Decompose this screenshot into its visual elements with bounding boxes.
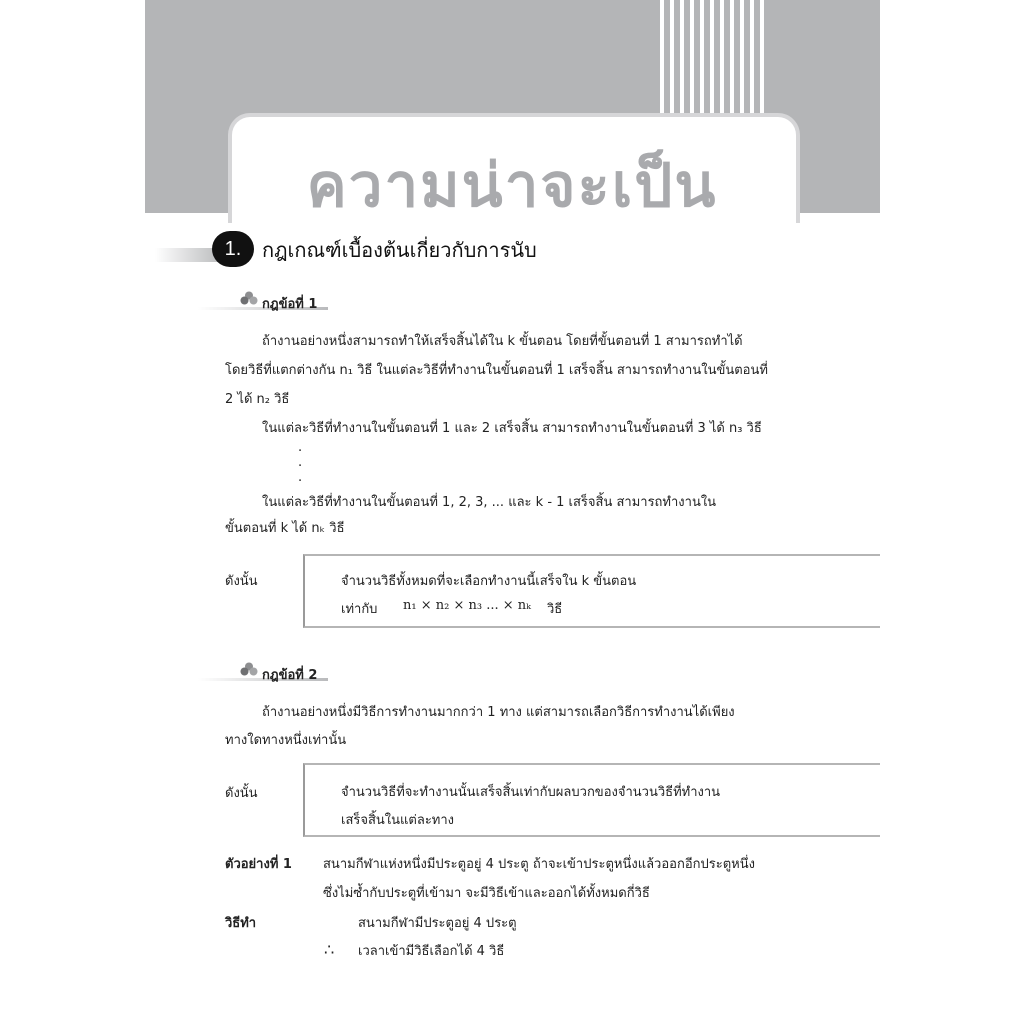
box-line: วิธี <box>547 602 563 617</box>
conclusion-label: ดังนั้น <box>225 786 258 801</box>
box-line: จำนวนวิธีทั้งหมดที่จะเลือกทำงานนี้เสร็จใน k ขั้นตอน <box>341 574 637 589</box>
header-stripes <box>660 0 764 118</box>
example-line: สนามกีฬาแห่งหนึ่งมีประตูอยู่ 4 ประตู ถ้าจะเข้าประตูหนึ่งแล้วออกอีกประตูหนึ่ง <box>323 857 755 872</box>
conclusion-label: ดังนั้น <box>225 574 258 589</box>
ellipsis-dots: . . . <box>298 440 303 485</box>
rule1-paragraph-line: ถ้างานอย่างหนึ่งสามารถทำให้เสร็จสิ้นได้ใน k ขั้นตอน โดยที่ขั้นตอนที่ 1 สามารถทำได้ <box>262 334 743 349</box>
rule2-heading: กฎข้อที่ 2 <box>262 668 318 683</box>
box-line: เสร็จสิ้นในแต่ละทาง <box>341 813 455 828</box>
example-label: ตัวอย่างที่ 1 <box>225 857 292 872</box>
box-line: เท่ากับ <box>341 602 378 617</box>
section-title: กฎเกณฑ์เบื้องต้นเกี่ยวกับการนับ <box>262 238 537 262</box>
therefore-symbol: ∴ <box>324 940 335 959</box>
rule1-paragraph-line: ในแต่ละวิธีที่ทำงานในขั้นตอนที่ 1 และ 2 เสร็จสิ้น สามารถทำงานในขั้นตอนที่ 3 ได้ n₃ วิธี <box>262 421 762 436</box>
rule2-paragraph-line: ทางใดทางหนึ่งเท่านั้น <box>225 733 347 748</box>
rule1-paragraph-line: 2 ได้ n₂ วิธี <box>225 392 290 407</box>
solution-line: สนามกีฬามีประตูอยู่ 4 ประตู <box>358 916 517 931</box>
rule1-conclusion-box <box>303 554 880 628</box>
rule1-paragraph-line: ขั้นตอนที่ k ได้ nₖ วิธี <box>225 521 345 536</box>
rule1-paragraph-line: โดยวิธีที่แตกต่างกัน n₁ วิธี ในแต่ละวิธีที่ทำงานในขั้นตอนที่ 1 เสร็จสิ้น สามารถทำงานในขั้นตอนที่ <box>225 363 768 378</box>
example-line: ซึ่งไม่ซ้ำกับประตูที่เข้ามา จะมีวิธีเข้าและออกได้ทั้งหมดกี่วิธี <box>323 886 650 901</box>
chapter-title: ความน่าจะเป็น <box>306 152 718 219</box>
product-formula: n₁ × n₂ × n₃ ... × nₖ <box>403 598 531 613</box>
rule1-paragraph-line: ในแต่ละวิธีที่ทำงานในขั้นตอนที่ 1, 2, 3, ... และ k - 1 เสร็จสิ้น สามารถทำงานใน <box>262 495 717 510</box>
section-number: 1. <box>212 231 254 267</box>
rule1-heading: กฎข้อที่ 1 <box>262 297 318 312</box>
rule2-conclusion-box <box>303 763 880 837</box>
molecule-icon <box>240 291 258 305</box>
molecule-icon <box>240 662 258 676</box>
solution-label: วิธีทำ <box>225 916 257 931</box>
box-line: จำนวนวิธีที่จะทำงานนั้นเสร็จสิ้นเท่ากับผลบวกของจำนวนวิธีที่ทำงาน <box>341 785 721 800</box>
rule2-paragraph-line: ถ้างานอย่างหนึ่งมีวิธีการทำงานมากกว่า 1 ทาง แต่สามารถเลือกวิธีการทำงานได้เพียง <box>262 705 735 720</box>
solution-line: เวลาเข้ามีวิธีเลือกได้ 4 วิธี <box>358 944 505 959</box>
